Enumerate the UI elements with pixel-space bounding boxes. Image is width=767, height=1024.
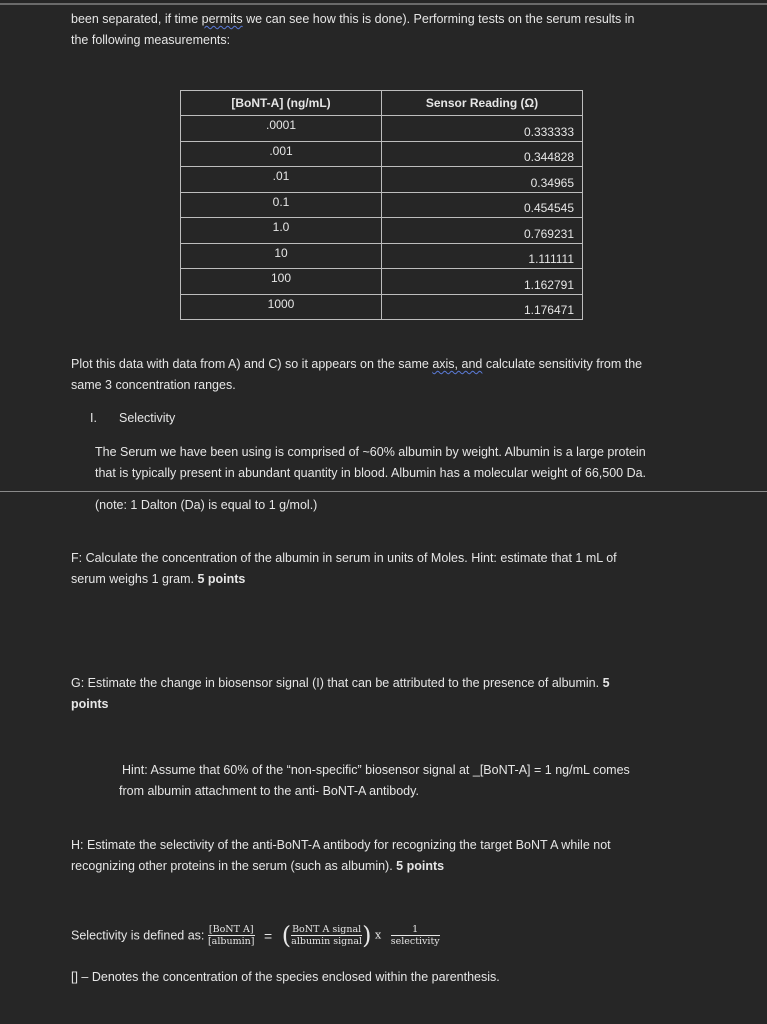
page-top-rule — [0, 3, 767, 5]
question-h-line-2: recognizing other proteins in the serum (such as albumin). 5 points — [71, 859, 445, 873]
sensor-reading-value: 1.162791 — [523, 277, 574, 292]
equals-sign: = — [264, 927, 273, 944]
table-row — [181, 167, 583, 193]
rhs-fraction — [391, 924, 440, 947]
concentration-cell — [181, 294, 382, 320]
sensor-reading-value: 0.769231 — [523, 226, 574, 241]
concentration-value: 1000 — [267, 296, 295, 311]
lhs-denominator: [albumin] — [207, 936, 255, 948]
concentration-cell — [181, 167, 382, 193]
concentration-value: 10 — [274, 245, 288, 260]
section-title: Selectivity — [119, 411, 176, 425]
concentration-value: 100 — [270, 271, 292, 285]
concentration-cell — [181, 192, 382, 218]
question-g-points: points — [71, 697, 109, 711]
sensor-reading-cell — [382, 243, 583, 269]
concentration-value: 1.0 — [272, 220, 290, 234]
table-row — [181, 294, 583, 320]
table-row — [181, 116, 583, 142]
serum-line-1: The Serum we have been using is comprised of ~60% albumin by weight. Albumin is a large protein — [95, 445, 646, 459]
table-row — [181, 243, 583, 269]
concentration-value: 0.1 — [272, 194, 290, 209]
spellcheck-phrase: axis, and — [432, 357, 483, 371]
sensor-reading-value: 0.333333 — [523, 124, 574, 139]
table-row — [181, 269, 583, 295]
right-paren: ) — [362, 921, 372, 950]
concentration-cell — [181, 116, 382, 142]
selectivity-formula — [71, 920, 440, 951]
sensor-reading-value: 0.34965 — [530, 175, 574, 190]
header-concentration: [BoNT-A] (ng/mL) — [181, 91, 382, 116]
section-numeral: I. — [90, 411, 97, 425]
concentration-cell — [181, 141, 382, 167]
table-row — [181, 141, 583, 167]
sensor-reading-value: 1.176471 — [523, 303, 574, 317]
measurement-table — [180, 90, 583, 320]
concentration-value: .001 — [269, 143, 293, 158]
left-paren: ( — [281, 921, 292, 950]
lhs-fraction — [208, 924, 255, 947]
signal-denominator: albumin signal — [291, 936, 363, 948]
formula-label: Selectivity is defined as: — [71, 928, 205, 943]
hint-line-2: from albumin attachment to the anti- BoNT-A antibody. — [119, 784, 419, 798]
sensor-reading-cell — [382, 192, 583, 218]
sensor-reading-value: 0.454545 — [523, 201, 574, 215]
signal-fraction — [291, 924, 362, 947]
header-sensor-reading: Sensor Reading (Ω) — [382, 91, 583, 116]
plot-line-2: same 3 concentration ranges. — [71, 378, 236, 392]
rhs-denominator: selectivity — [390, 936, 440, 948]
intro-line-2: the following measurements: — [71, 33, 231, 47]
concentration-value: .01 — [272, 169, 290, 183]
sensor-reading-value: 0.344828 — [523, 150, 574, 164]
sensor-reading-cell — [382, 269, 583, 295]
sensor-reading-cell — [382, 218, 583, 244]
signal-numerator: BoNT A signal — [292, 924, 362, 936]
sensor-reading-cell — [382, 116, 583, 142]
section-rule — [0, 491, 767, 492]
question-h-line-1: H: Estimate the selectivity of the anti-BoNT-A antibody for recognizing the target BoNT A while not — [71, 838, 611, 852]
question-h-points: 5 points — [396, 859, 445, 873]
serum-line-2: that is typically present in abundant quantity in blood. Albumin has a molecular weight of 66,500 Da. — [95, 466, 647, 480]
hint-line-1: Hint: Assume that 60% of the “non-specific” biosensor signal at _[BoNT-A] = 1 ng/mL comes — [122, 763, 630, 777]
serum-note: (note: 1 Dalton (Da) is equal to 1 g/mol.) — [95, 498, 318, 512]
sensor-reading-cell — [382, 167, 583, 193]
question-f-line-2: serum weighs 1 gram. 5 points — [71, 572, 246, 586]
sensor-reading-value: 1.111111 — [528, 252, 574, 266]
concentration-cell — [181, 243, 382, 269]
table-row — [181, 192, 583, 218]
lhs-numerator: [BoNT A] — [208, 924, 254, 936]
sensor-reading-cell — [382, 141, 583, 167]
table-header-row — [181, 91, 583, 116]
spellcheck-word: permits — [201, 12, 243, 26]
plot-line-1: Plot this data with data from A) and C) so it appears on the same axis, and calculate sensitivity from the — [71, 357, 643, 371]
table-row — [181, 218, 583, 244]
intro-line-1: been separated, if time permits we can see how this is done). Performing tests on the serum results in — [71, 12, 635, 26]
question-g-line-1: G: Estimate the change in biosensor signal (I) that can be attributed to the presence of albumin. 5 — [71, 676, 610, 690]
concentration-cell — [181, 218, 382, 244]
bracket-note: [] – Denotes the concentration of the species enclosed within the parenthesis. — [71, 970, 500, 984]
rhs-numerator: 1 — [391, 924, 440, 936]
concentration-cell — [181, 269, 382, 295]
concentration-value: .0001 — [265, 118, 297, 132]
question-f-line-1: F: Calculate the concentration of the albumin in serum in units of Moles. Hint: estimate that 1 mL of — [71, 551, 617, 565]
sensor-reading-cell — [382, 294, 583, 320]
times-sign: x — [375, 928, 382, 942]
question-f-points: 5 points — [197, 572, 246, 586]
